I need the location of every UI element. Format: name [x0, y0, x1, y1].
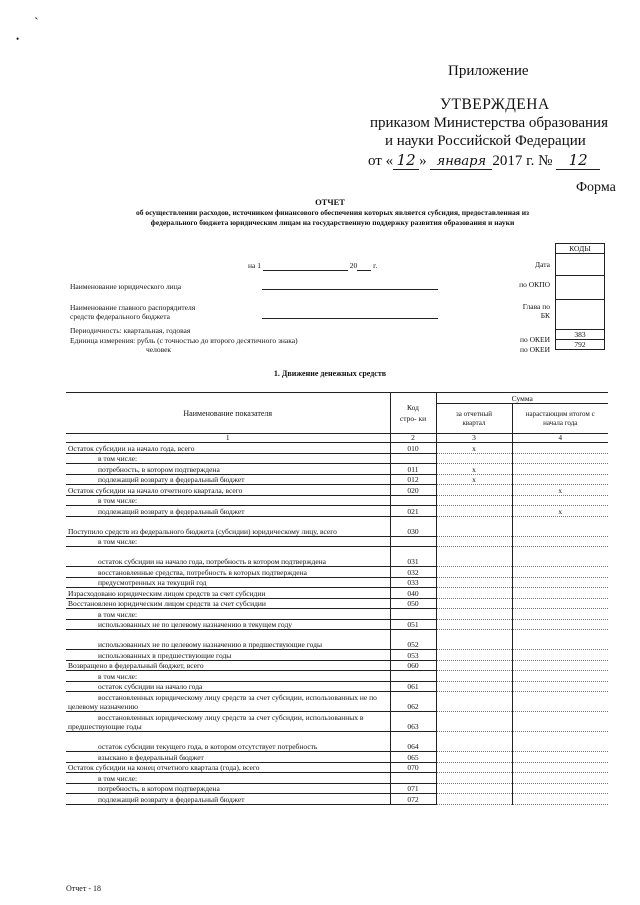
- row-name: использованных не по целевому назначению в предшествующие годы: [66, 630, 390, 650]
- row-code: 031: [390, 547, 436, 567]
- footer-form-code: Отчет - 18: [66, 884, 102, 893]
- row-code: [390, 773, 436, 784]
- table-row: [66, 536, 608, 547]
- row-name: остаток субсидии текущего года, в котором отсутствует потребность: [66, 732, 390, 752]
- order-line-1: приказом Министерства образования: [370, 115, 608, 131]
- row-name: Поступило средств из федерального бюджета (субсидии) юридическому лицу, всего: [66, 516, 390, 536]
- row-code: 012: [390, 474, 436, 485]
- row-cumulative-value[interactable]: [512, 732, 608, 752]
- row-name: предусмотренных на текущий год: [66, 577, 390, 588]
- row-cumulative-value[interactable]: [512, 443, 608, 454]
- row-code: [390, 453, 436, 464]
- table-row: [66, 752, 608, 763]
- row-period-value[interactable]: [436, 732, 512, 752]
- row-name: в том числе:: [66, 495, 390, 506]
- table-row: [66, 474, 608, 485]
- table-row: [66, 485, 608, 496]
- row-period-value[interactable]: [436, 630, 512, 650]
- row-name: Остаток субсидии на начало года, всего: [66, 443, 390, 454]
- date-month: января: [430, 154, 492, 170]
- row-code: [390, 671, 436, 682]
- row-period-value[interactable]: [436, 752, 512, 763]
- row-period-value[interactable]: [436, 794, 512, 805]
- row-code: 053: [390, 650, 436, 661]
- row-cumulative-value[interactable]: [512, 609, 608, 620]
- row-period-value[interactable]: [436, 453, 512, 464]
- row-cumulative-value[interactable]: [512, 619, 608, 630]
- row-code: 071: [390, 783, 436, 794]
- row-cumulative-value[interactable]: [512, 516, 608, 536]
- approved-label: УТВЕРЖДЕНА: [440, 96, 550, 113]
- date-code-label: Дата: [535, 260, 550, 269]
- row-code: 064: [390, 732, 436, 752]
- form-label: Форма: [576, 180, 616, 195]
- row-period-value[interactable]: [436, 567, 512, 578]
- row-cumulative-value[interactable]: [512, 660, 608, 671]
- row-name: в том числе:: [66, 453, 390, 464]
- row-name: Восстановлено юридическим лицом средств за счет субсидии: [66, 598, 390, 609]
- row-code: 020: [390, 485, 436, 496]
- col-header-period: за отчетный квартал: [436, 404, 512, 434]
- table-row: [66, 443, 608, 454]
- section-title: 1. Движение денежных средств: [273, 369, 387, 378]
- col-header-name: Наименование показателя: [66, 393, 390, 434]
- col-number-1: 1: [66, 434, 390, 443]
- row-code: 052: [390, 630, 436, 650]
- row-period-value[interactable]: [436, 536, 512, 547]
- row-cumulative-value[interactable]: [512, 536, 608, 547]
- row-cumulative-value[interactable]: [512, 598, 608, 609]
- row-code: 061: [390, 681, 436, 692]
- row-code: 070: [390, 762, 436, 773]
- row-code: [390, 495, 436, 506]
- order-line-2: и науки Российской Федерации: [385, 133, 586, 149]
- row-period-value[interactable]: [436, 650, 512, 661]
- table-row: [66, 516, 608, 536]
- date-day: 12: [393, 151, 419, 170]
- col-header-code: Код стро- ки: [390, 393, 436, 434]
- row-period-value[interactable]: [436, 762, 512, 773]
- appendix-label: Приложение: [448, 63, 529, 79]
- row-cumulative-value[interactable]: [512, 762, 608, 773]
- row-code: 065: [390, 752, 436, 763]
- table-row: [66, 619, 608, 630]
- corner-mark-1: `: [34, 16, 39, 31]
- table-row: [66, 732, 608, 752]
- row-period-value[interactable]: x: [436, 474, 512, 485]
- row-period-value[interactable]: [436, 485, 512, 496]
- row-cumulative-value[interactable]: x: [512, 485, 608, 496]
- row-name: использованных в предшествующие годы: [66, 650, 390, 661]
- row-period-value[interactable]: [436, 547, 512, 567]
- row-cumulative-value[interactable]: [512, 567, 608, 578]
- table-row: [66, 506, 608, 517]
- row-period-value[interactable]: [436, 692, 512, 712]
- row-period-value[interactable]: [436, 783, 512, 794]
- row-name: восстановленных юридическому лицу средств за счет субсидии, использованных в предшествующие годы: [66, 712, 390, 732]
- code-okei-1: 383: [555, 330, 605, 340]
- row-code: 010: [390, 443, 436, 454]
- row-period-value[interactable]: [436, 588, 512, 599]
- col-header-cumulative: нарастающим итогом с начала года: [512, 404, 608, 434]
- row-cumulative-value[interactable]: [512, 547, 608, 567]
- row-name: восстановленных юридическому лицу средств за счет субсидии, использованных не по целевому назначению: [66, 692, 390, 712]
- table-row: [66, 577, 608, 588]
- table-row: [66, 547, 608, 567]
- table-row: [66, 692, 608, 712]
- table-row: [66, 681, 608, 692]
- row-cumulative-value[interactable]: [512, 794, 608, 805]
- row-name: Остаток субсидии на конец отчетного квартала (года), всего: [66, 762, 390, 773]
- row-period-value[interactable]: [436, 516, 512, 536]
- okei-label-2: по ОКЕИ: [519, 345, 550, 354]
- date-day-blank[interactable]: [263, 261, 348, 271]
- row-name: в том числе:: [66, 536, 390, 547]
- code-date-cell[interactable]: [555, 254, 605, 276]
- row-cumulative-value[interactable]: [512, 630, 608, 650]
- row-name: взыскано в федеральный бюджет: [66, 752, 390, 763]
- legal-entity-field[interactable]: [262, 289, 438, 290]
- row-code: 063: [390, 712, 436, 732]
- row-cumulative-value[interactable]: x: [512, 506, 608, 517]
- code-okei-2: 792: [555, 340, 605, 350]
- table-row: [66, 588, 608, 599]
- table-row: [66, 630, 608, 650]
- row-code: [390, 609, 436, 620]
- row-code: 021: [390, 506, 436, 517]
- row-code: 033: [390, 577, 436, 588]
- row-name: Возвращено в федеральный бюджет, всего: [66, 660, 390, 671]
- row-code: [390, 536, 436, 547]
- table-row: [66, 464, 608, 475]
- okei-label-1: по ОКЕИ: [519, 335, 550, 344]
- date-year-suffix: г.: [373, 261, 378, 270]
- cash-flow-table: [66, 392, 608, 805]
- code-glava-cell[interactable]: [555, 300, 605, 330]
- row-name: потребность, в котором подтверждена: [66, 783, 390, 794]
- row-period-value[interactable]: [436, 773, 512, 784]
- row-code: 032: [390, 567, 436, 578]
- row-period-value[interactable]: [436, 598, 512, 609]
- row-cumulative-value[interactable]: [512, 577, 608, 588]
- row-name: Остаток субсидии на начало отчетного квартала, всего: [66, 485, 390, 496]
- row-name: в том числе:: [66, 609, 390, 620]
- table-row: [66, 598, 608, 609]
- table-row: [66, 567, 608, 578]
- row-cumulative-value[interactable]: [512, 464, 608, 475]
- table-row: [66, 671, 608, 682]
- okpo-label: по ОКПО: [519, 280, 550, 289]
- date-year: 2017 г. №: [492, 153, 553, 169]
- table-row: [66, 453, 608, 464]
- row-period-value[interactable]: [436, 495, 512, 506]
- manager-label-2: средств федерального бюджета: [70, 312, 170, 321]
- row-cumulative-value[interactable]: [512, 474, 608, 485]
- row-period-value[interactable]: [436, 681, 512, 692]
- manager-field[interactable]: [262, 318, 438, 319]
- report-subtitle-2: федерального бюджета юридическим лицам на государственную поддержку развития образования и науки: [150, 218, 515, 227]
- row-cumulative-value[interactable]: [512, 681, 608, 692]
- row-cumulative-value[interactable]: [512, 783, 608, 794]
- row-name: подлежащий возврату в федеральный бюджет: [66, 794, 390, 805]
- unit-label-1: Единица измерения: рубль (с точностью до второго десятичного знака): [70, 336, 298, 345]
- report-subtitle-1: об осуществлении расходов, источником финансового обеспечения которых является субсидия, предоставленная из: [135, 208, 530, 217]
- col-number-4: 4: [512, 434, 608, 443]
- row-code: 011: [390, 464, 436, 475]
- date-on-label: на 1: [248, 261, 261, 270]
- row-period-value[interactable]: x: [436, 464, 512, 475]
- row-period-value[interactable]: [436, 671, 512, 682]
- row-name: в том числе:: [66, 671, 390, 682]
- date-mid: »: [419, 153, 427, 169]
- date-year-blank[interactable]: [357, 261, 371, 271]
- periodicity-label: Периодичность: квартальная, годовая: [70, 326, 191, 335]
- row-cumulative-value[interactable]: [512, 671, 608, 682]
- row-cumulative-value[interactable]: [512, 588, 608, 599]
- row-cumulative-value[interactable]: [512, 650, 608, 661]
- row-cumulative-value[interactable]: [512, 712, 608, 732]
- order-number: 12: [556, 151, 600, 170]
- date-century: 20: [349, 261, 358, 270]
- manager-label-1: Наименование главного распорядителя: [70, 303, 196, 312]
- glava-label-2: БК: [540, 311, 550, 320]
- order-date-line: [368, 151, 600, 170]
- row-code: 062: [390, 692, 436, 712]
- col-header-sum: Сумма: [436, 393, 608, 404]
- legal-entity-label: Наименование юридического лица: [70, 282, 182, 291]
- row-code: 050: [390, 598, 436, 609]
- col-number-3: 3: [436, 434, 512, 443]
- row-name: в том числе:: [66, 773, 390, 784]
- row-cumulative-value[interactable]: [512, 752, 608, 763]
- row-name: подлежащий возврату в федеральный бюджет: [66, 474, 390, 485]
- row-cumulative-value[interactable]: [512, 773, 608, 784]
- table-row: [66, 712, 608, 732]
- row-period-value[interactable]: [436, 712, 512, 732]
- row-name: подлежащий возврату в федеральный бюджет: [66, 506, 390, 517]
- row-cumulative-value[interactable]: [512, 692, 608, 712]
- date-prefix: от «: [368, 153, 394, 169]
- row-code: 051: [390, 619, 436, 630]
- table-row: [66, 773, 608, 784]
- row-cumulative-value[interactable]: [512, 453, 608, 464]
- unit-label-2: человек: [146, 345, 172, 354]
- table-row: [66, 609, 608, 620]
- col-number-2: 2: [390, 434, 436, 443]
- row-code: 072: [390, 794, 436, 805]
- row-code: 040: [390, 588, 436, 599]
- row-name: использованных не по целевому назначению в текущем году: [66, 619, 390, 630]
- corner-mark-2: •: [16, 34, 20, 44]
- glava-label-1: Глава по: [522, 302, 550, 311]
- row-name: остаток субсидии на начало года, потребность в котором подтверждена: [66, 547, 390, 567]
- table-row: [66, 762, 608, 773]
- row-code: 030: [390, 516, 436, 536]
- table-row: [66, 783, 608, 794]
- row-name: Израсходовано юридическим лицом средств за счет субсидии: [66, 588, 390, 599]
- code-okpo-cell[interactable]: [555, 276, 605, 300]
- row-name: восстановленные средства, потребность в которых подтверждена: [66, 567, 390, 578]
- table-row: [66, 794, 608, 805]
- row-period-value[interactable]: [436, 619, 512, 630]
- codes-header: КОДЫ: [555, 243, 605, 254]
- report-title: ОТЧЕТ: [315, 197, 345, 207]
- table-row: [66, 495, 608, 506]
- row-period-value[interactable]: [436, 609, 512, 620]
- row-name: потребность, в котором подтверждена: [66, 464, 390, 475]
- row-name: остаток субсидии на начало года: [66, 681, 390, 692]
- row-period-value[interactable]: [436, 660, 512, 671]
- table-row: [66, 650, 608, 661]
- row-period-value[interactable]: x: [436, 443, 512, 454]
- row-cumulative-value[interactable]: [512, 495, 608, 506]
- row-code: 060: [390, 660, 436, 671]
- report-date-line: [248, 261, 377, 271]
- table-row: [66, 660, 608, 671]
- row-period-value[interactable]: [436, 506, 512, 517]
- row-period-value[interactable]: [436, 577, 512, 588]
- codes-box: [555, 243, 605, 350]
